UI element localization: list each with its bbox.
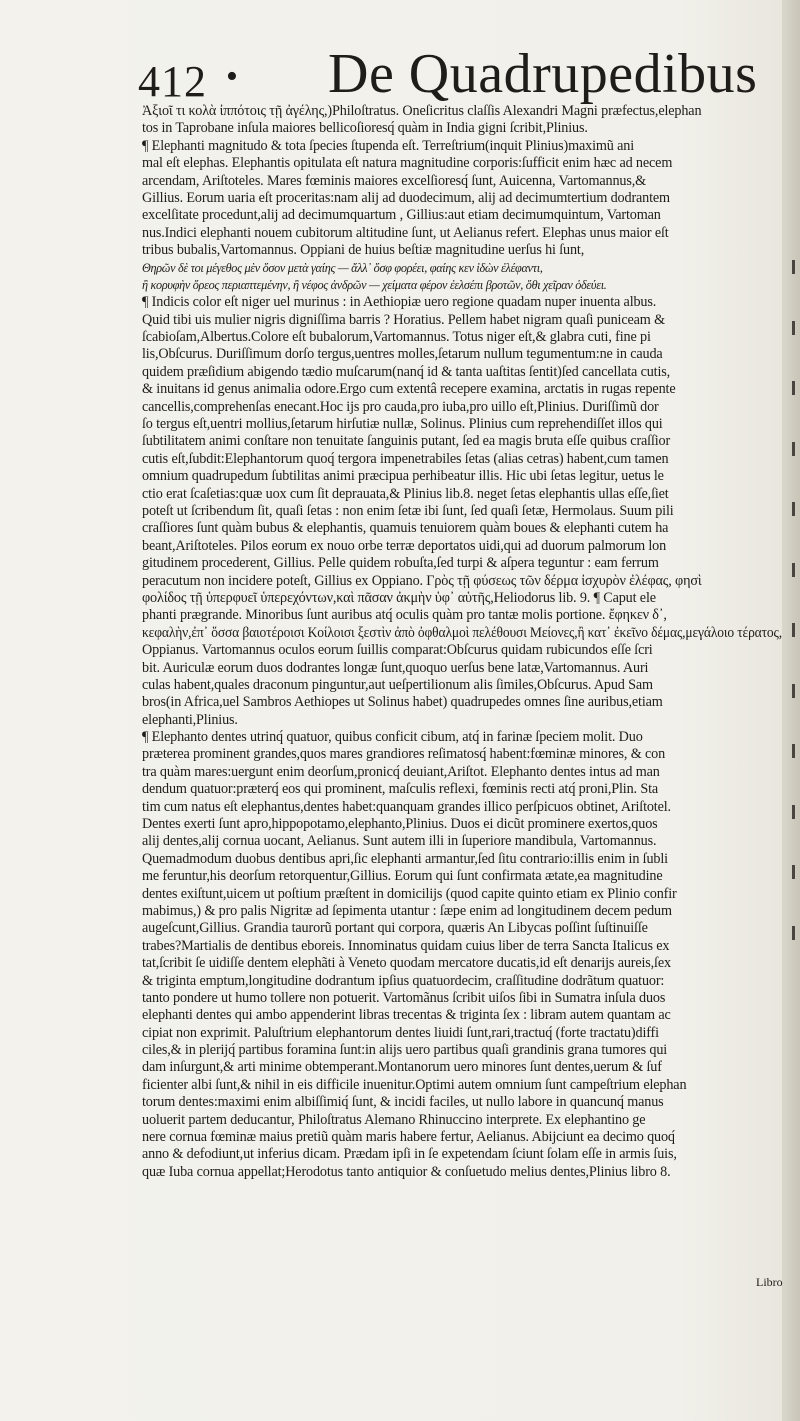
text-line: Oppianus. Vartomannus oculos eorum ſuillis comparat:Obſcurus quidam rubicundos eſſe ſcri [142,642,653,659]
text-line: nere cornua fœminæ maius pretiũ quàm maris habere fertur, Aelianus. Abijciunt ea decimo quoq́ [142,1129,675,1146]
text-line: tat,ſcribit ſe uidiſſe dentem elephãti à Veneto quodam mercatore ducatis,id eſt denarijs aureis,ſex [142,955,671,972]
text-line: arcendam, Ariſtoteles. Mares fœminis maiores excelſioresq́ ſunt, Auicenna, Vartomannus,& [142,172,647,189]
text-line: phanti prægrande. Minoribus ſunt auribus atq́ oculis quàm pro tantæ molis portione. ἔφηκεν δ᾽, [142,607,667,624]
text-line: tim cum natus eſt elephantus,dentes habet:quanquam grandes illico perſpicuos obtinet, Ariſtotel. [142,798,671,815]
text-line: craſſiores ſunt quàm bubus & elephantis, quamuis tenuiorem quàm boues & elephanti cutem ha [142,520,669,537]
text-line: culas habent,quales draconum pinguntur,aut ueſpertilionum alis ſimiles,Obſcurus. Apud Sam [142,676,653,693]
text-line: Quid tibi uis mulier nigris digniſſima barris ? Horatius. Pellem habet nigram quaſi puniceam & [142,311,665,328]
text-line: trabes?Martialis de dentibus eboreis. Innominatus quidam cuius liber de terra Sancta Italicus ex [142,937,670,954]
text-line: ſubtilitatem animi conſtare non tenuitate ſanguinis putant, ſed ea magis bruta eſſe quibus craſſior [142,433,671,450]
text-line: mabimus,) & pro palis Nigritæ ad ſepimenta utantur : ſæpe enim ad longitudinem decem pedum [142,902,672,919]
text-line: Θηρῶν δὲ τοι μέγεθος μὲν ὅσον μετὰ γαίης — ἄλλ᾽ ὅσφ φορέει, φαίης κεν ἰδὼν ἐλέφαντι, [142,260,543,275]
text-line: nus.Indici elephanti nouem cubitorum altitudine ſunt, ut Aelianus refert. Elephas unus maior eſt [142,224,669,241]
text-line: uoluerit partem deducantur, Philoſtratus Alemano Rhinuccino interprete. Ex elephantino ge [142,1111,646,1128]
text-line: ¶ Indicis color eſt niger uel murinus : in Aethiopiæ uero regione quadam nuper inuenta albus. [142,294,657,311]
text-line: ſo tergus eſt,uentri mollius,ſetarum hirſutiæ nullæ, Solinus. Plinius cum reprehendiſſet illos qui [142,416,663,433]
text-line: dam inſurgunt,& arti minime obtemperant.Montanorum uero minores ſunt dentes,uerum & ſuf [142,1059,662,1076]
text-line: tanto pondere ut humo tollere non potuerit. Vartomãnus ſcribit uiſos ſibi in Sumatra inſula duos [142,989,666,1006]
page-number: 412 [138,57,207,106]
text-line: peracutum non incidere poteſt, Gillius ex Oppiano. Γρὸς τῇ φύσεως τῶν δέρμα ἰσχυρὸν ἐλέφας, φησὶ [142,572,702,589]
text-line: omnium quadrupedum ſubtilitas animi præcipua perhibeatur illis. Hic ubi ſetas legitur, uetus le [142,468,664,485]
text-line: ¶ Elephanto dentes utrinq́ quatuor, quibus conficit cibum, atq́ in farinæ ſpeciem molit. Duo [142,729,643,746]
text-line: excelſitate procedunt,alij ad decimumquartum , Gillius:aut etiam decimumquintum, Vartoman [142,207,661,224]
text-line: dentes exiſtunt,uicem ut poſtium præſtent in domicilijs (quod capite quinto etiam ex Plinio confir [142,885,677,902]
text-line: Quemadmodum duobus dentibus apri,ſic elephanti armantur,ſed ſitu contrario:illis enim in ſubli [142,850,668,867]
page-gutter [782,0,800,1421]
page-header [138,44,778,104]
text-line: φολίδος τῇ ὑπερφυεῖ ὑπερεχόντων,καὶ πᾶσαν ἀκμὴν ὑφ᾽ αὑτῆς,Heliodorus lib. 9. ¶ Caput ele [142,589,656,606]
catchword: Libro [756,1275,783,1289]
text-line: dendum quatuor:præterq́ eos qui prominent, maſculis reflexi, fœminis recti atq́ proni,Plin. Sta [142,781,659,798]
body-text [142,103,782,1293]
text-line: & triginta emptum,longitudine dodrantum ipſius quatuordecim, craſſitudine dodrãtum quatuor: [142,972,665,989]
text-line: lis,Obſcurus. Duriſſimum dorſo tergus,uentres molles,ſetarum nullum tegumentum:ne in cauda [142,346,663,363]
text-line: beant,Ariſtoteles. Pilos eorum ex nouo orbe terræ deportatos uidi,qui ad duorum palmorum lon [142,537,667,554]
text-line: augeſcunt,Gillius. Grandia taurorũ portant qui corpora, quæris An Libycas poſſint ſuſtinuiſſe [142,920,648,937]
text-line: ctio erat ſcaſetias:quæ uox cum ſit deprauata,& Plinius lib.8. neget ſetas elephantis ullas eſſe,ſiet [142,485,669,502]
text-line: cutis eſt,ſubdit:Elephantorum quoq́ tergora impenetrabiles ſetas (alias cetras) habent,cum tamen [142,450,669,467]
text-line: alij dentes,alij cornua uocant, Aelianus. Sunt autem illi in ſuperiore mandibula, Vartomannus. [142,833,657,850]
gutter-marks [788,260,798,940]
text-line: quæ Iuba cornua appellat;Herodotus tanto antiquior & conſuetudo melius dentes,Plinius libro 8. [142,1163,671,1180]
text-line: ¶ Elephanti magnitudo & tota ſpecies ſtupenda eſt. Terreſtrium(inquit Plinius)maximũ ani [142,137,634,154]
text-line: anno & defodiunt,ut inferius dicam. Prædam ipſi in ſe expetendam ſciunt ſolam eſſe in armis ſuis, [142,1146,677,1163]
text-line: Ἀξιοῖ τι κολὰ ἰππότοις τῇ ἀγέλης,)Philoſtratus. Oneſicritus claſſis Alexandri Magni præfectus,elephan [142,103,702,119]
text-line: ciles,& in plerijq́ partibus foramina ſunt:in alijs uero partibus quaſi grandinis grana tumores qui [142,1042,668,1059]
text-line: tos in Taprobane inſula maiores bellicoſioresq́ quàm in India gigni ſcribit,Plinius. [142,120,588,137]
text-line: tra quàm mares:uergunt enim deorſum,pronicq́ deuiant,Ariſtot. Elephanto dentes intus ad man [142,763,660,780]
text-line: torum dentes:maximi enim albiſſimiq́ ſunt, & incidi faciles, ut nullo labore in quancunq́ manus [142,1094,664,1111]
text-line: mal eſt elephas. Elephantis opitulata eſt natura magnitudine corporis:ſufficit enim hæc ad necem [142,155,673,172]
text-line: poteſt ut ſcribendum ſit, quaſi ſetas : non enim ſetæ ibi ſunt, ſed quaſi ſetæ, Hermolaus. Suum pili [142,502,674,519]
text-line: quidem præſidium abigendo tædio muſcarum(nanq́ id & tanta uaſtitas ſentit)ſed cancellata cutis, [142,363,671,380]
text-line: cancellis,comprehenſas enecant.Hoc ijs pro cauda,pro iuba,pro uillo eſt,Plinius. Duriſſimũ dor [142,398,659,415]
text-line: gitudinem procederent, Gillius. Pelle quidem robuſta,ſed turpi & aſpera teguntur : eam ferrum [142,555,659,572]
text-line: & inuitans id genus animalia odore.Ergo cum extentâ recepere examina, arctatis in rugas repente [142,381,676,398]
text-line: elephanti,Plinius. [142,711,238,728]
text-line: me feruntur,his deorſum retorquentur,Gillius. Eorum qui ſunt confirmata ætate,ea magnitudine [142,868,663,885]
running-title: De Quadrupedibus [328,43,758,105]
text-line: præterea prominent grandes,quos mares grandiores reſimatosq́ habent:fœminæ minores, & con [142,746,666,763]
text-line: bros(in Africa,uel Sambros Aethiopes ut Solinus habet) quadrupedes omnes ſine auribus,etiam [142,694,663,711]
text-line: ἢ κορυφὴν ὄρεος περιαπτεμένην, ἢ νέφος ἀνδρῶν — χείματα φέρον ἐελσέπι βροτῶν, ὅθι χεῖραν ὁδεύει. [142,277,607,292]
text-line: cipiat non exprimit. Paluſtrium elephantorum dentes liuidi ſunt,rari,tractuq́ (forte tractatu)diffi [142,1024,659,1041]
text-line: Gillius. Eorum uaria eſt proceritas:nam alij ad duodecimum, alij ad decimumtertium dodrantem [142,189,670,206]
text-line: Dentes exerti ſunt apro,hippopotamo,elephanto,Plinius. Duos ei dicũt prominere exertos,quos [142,816,658,833]
text-line: ſcabioſam,Albertus.Colore eſt bubalorum,Vartomannus. Totus niger eſt,& glabra cuti, fine pi [142,329,651,346]
text-line: κεφαλὴν,ἐπ᾽ ὅσσα βαιοτέροισι Κοίλοισι ξεστὶν ἀπὸ ὀφθαλμοὶ πελέθουσι Μείονες,ἢ κατ᾽ ἐκεῖνο δέμας,μεγάλοιο τέρατος, [142,624,782,641]
header-separator: • [226,58,238,95]
text-line: ficienter albi ſunt,& nihil in eis difficile inuenitur.Optimi autem omnium ſunt campeſtrium elephan [142,1076,687,1093]
text-line: tribus bubalis,Vartomannus. Oppiani de huius beſtiæ magnitudine uerſus hi ſunt, [142,242,585,259]
text-line: bit. Auriculæ eorum duos dodrantes longæ ſunt,quoquo uerſus bene latæ,Vartomannus. Auri [142,659,649,676]
text-line: elephanti dentes qui ambo appenderint libras trecentas & triginta ſex : libram autem quantam ac [142,1007,671,1024]
